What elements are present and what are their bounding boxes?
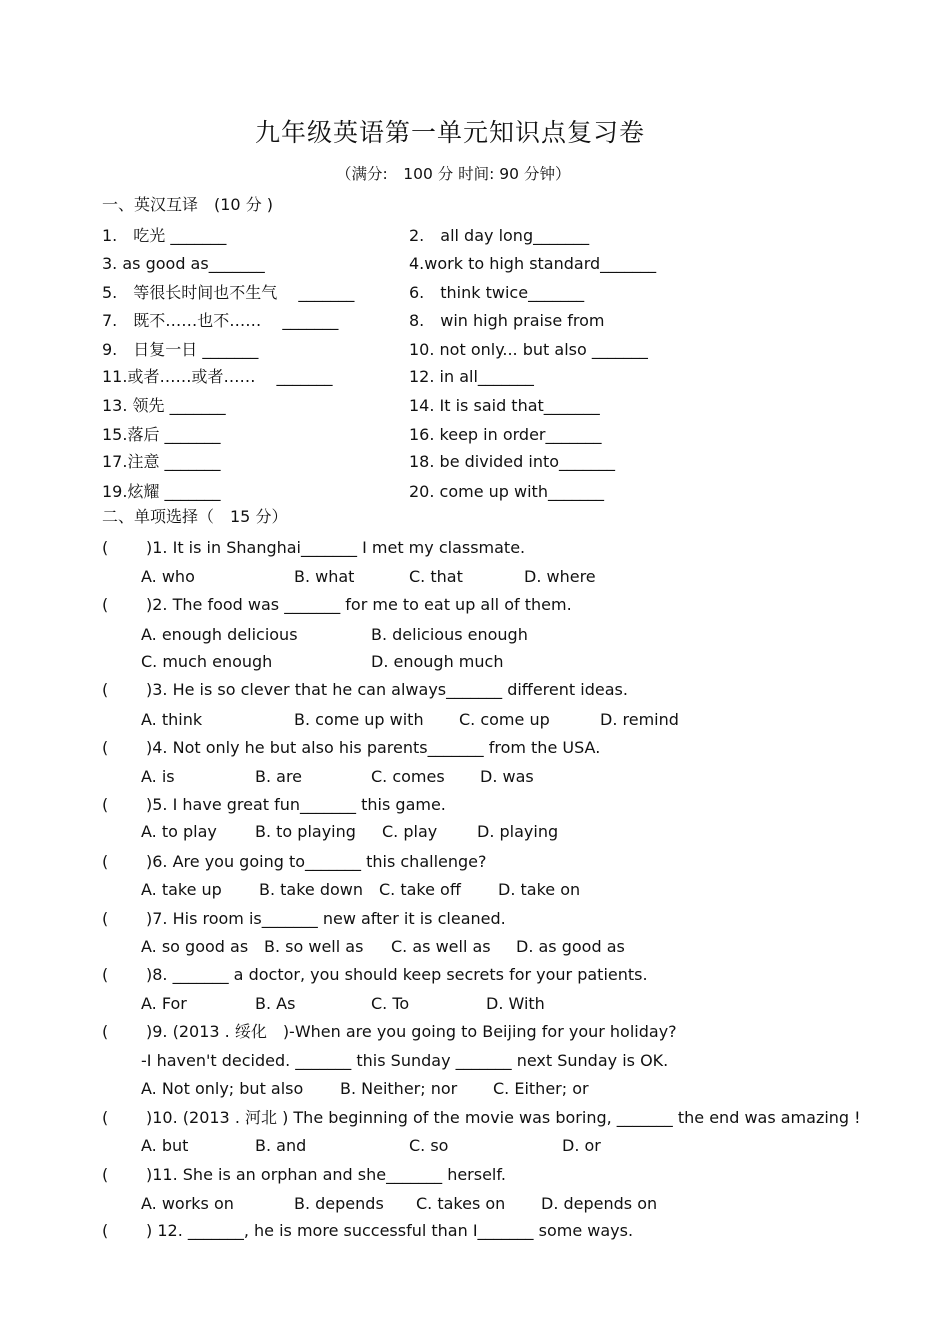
- option: D. enough much: [371, 652, 504, 671]
- option: D. or: [562, 1136, 601, 1155]
- answer-paren: (: [102, 1221, 109, 1240]
- option: A. who: [141, 567, 195, 586]
- option: A. so good as: [141, 937, 249, 956]
- answer-paren: (: [102, 595, 109, 614]
- translation-item: 9. 日复一日 _______: [102, 340, 259, 359]
- answer-paren: (: [102, 965, 109, 984]
- translation-item: 3. as good as_______: [102, 254, 265, 273]
- translation-item: 7. 既不……也不…… _______: [102, 311, 339, 330]
- option: C. play: [382, 822, 438, 841]
- translation-item: 2. all day long_______: [409, 226, 590, 245]
- translation-item: 20. come up with_______: [409, 482, 604, 501]
- answer-paren: (: [102, 538, 109, 557]
- option: A. works on: [141, 1194, 234, 1213]
- answer-paren: (: [102, 909, 109, 928]
- translation-item: 17.注意 _______: [102, 452, 221, 471]
- translation-item: 12. in all_______: [409, 367, 534, 386]
- option: B. so well as: [264, 937, 364, 956]
- option: A. enough delicious: [141, 625, 298, 644]
- answer-paren: (: [102, 680, 109, 699]
- translation-item: 13. 领先 _______: [102, 396, 226, 415]
- option: C. comes: [371, 767, 445, 786]
- option: B. As: [255, 994, 296, 1013]
- page-title: 九年级英语第一单元知识点复习卷: [255, 118, 646, 147]
- question-stem: )2. The food was _______ for me to eat up all of them.: [146, 595, 572, 614]
- option: D. take on: [498, 880, 581, 899]
- option: C. as well as: [391, 937, 491, 956]
- option: C. take off: [379, 880, 461, 899]
- question-stem: )4. Not only he but also his parents_______ from the USA.: [146, 738, 601, 757]
- answer-paren: (: [102, 738, 109, 757]
- translation-item: 8. win high praise from: [409, 311, 605, 330]
- question-stem: )3. He is so clever that he can always_______ different ideas.: [146, 680, 628, 699]
- option: C. To: [371, 994, 410, 1013]
- question-stem: )9. (2013 . 绥化 )-When are you going to Beijing for your holiday?: [146, 1022, 677, 1041]
- option: A. Not only; but also: [141, 1079, 304, 1098]
- question-stem: )1. It is in Shanghai_______ I met my classmate.: [146, 538, 526, 557]
- score-time-line: （满分: 100 分 时间: 90 分钟）: [336, 165, 571, 183]
- answer-paren: (: [102, 1022, 109, 1041]
- translation-item: 15.落后 _______: [102, 425, 221, 444]
- option: D. playing: [477, 822, 559, 841]
- option: D. where: [524, 567, 596, 586]
- option: B. depends: [294, 1194, 384, 1213]
- option: A. think: [141, 710, 203, 729]
- translation-item: 6. think twice_______: [409, 283, 585, 302]
- translation-item: 10. not only... but also _______: [409, 340, 648, 359]
- option: B. what: [294, 567, 355, 586]
- option: B. are: [255, 767, 303, 786]
- option: C. takes on: [416, 1194, 506, 1213]
- question-stem: ) 12. _______, he is more successful than I_______ some ways.: [146, 1221, 634, 1240]
- option: D. remind: [600, 710, 679, 729]
- translation-item: 14. It is said that_______: [409, 396, 600, 415]
- option: D. With: [486, 994, 545, 1013]
- answer-paren: (: [102, 1165, 109, 1184]
- option: B. and: [255, 1136, 307, 1155]
- option: C. so: [409, 1136, 449, 1155]
- option: C. come up: [459, 710, 550, 729]
- question-stem: )6. Are you going to_______ this challenge?: [146, 852, 487, 871]
- translation-item: 5. 等很长时间也不生气 _______: [102, 283, 355, 302]
- question-stem: )10. (2013 . 河北 ) The beginning of the movie was boring, _______ the end was amazing !: [146, 1108, 861, 1127]
- option: B. to playing: [255, 822, 356, 841]
- question-stem: )8. _______ a doctor, you should keep secrets for your patients.: [146, 965, 648, 984]
- translation-item: 16. keep in order_______: [409, 425, 602, 444]
- translation-item: 18. be divided into_______: [409, 452, 616, 471]
- translation-item: 19.炫耀 _______: [102, 482, 221, 501]
- option: A. is: [141, 767, 175, 786]
- translation-item: 1. 吃光 _______: [102, 226, 227, 245]
- option: D. as good as: [516, 937, 625, 956]
- option: B. delicious enough: [371, 625, 528, 644]
- translation-item: 11.或者……或者…… _______: [102, 367, 333, 386]
- answer-paren: (: [102, 852, 109, 871]
- option: C. that: [409, 567, 463, 586]
- question-stem: )5. I have great fun_______ this game.: [146, 795, 446, 814]
- option: D. was: [480, 767, 534, 786]
- translation-item: 4.work to high standard_______: [409, 254, 657, 273]
- section-heading-translation: 一、英汉互译 (10 分 ): [102, 195, 274, 214]
- question-stem: )11. She is an orphan and she_______ herself.: [146, 1165, 506, 1184]
- option: C. Either; or: [493, 1079, 589, 1098]
- answer-paren: (: [102, 795, 109, 814]
- question-stem-line2: -I haven't decided. _______ this Sunday _______ next Sunday is OK.: [141, 1051, 669, 1070]
- option: A. For: [141, 994, 187, 1013]
- option: A. but: [141, 1136, 189, 1155]
- option: B. come up with: [294, 710, 424, 729]
- question-stem: )7. His room is_______ new after it is cleaned.: [146, 909, 506, 928]
- option: D. depends on: [541, 1194, 658, 1213]
- section-heading-multiple-choice: 二、单项选择（ 15 分）: [102, 507, 288, 526]
- answer-paren: (: [102, 1108, 109, 1127]
- option: B. take down: [259, 880, 364, 899]
- option: A. take up: [141, 880, 222, 899]
- option: C. much enough: [141, 652, 273, 671]
- option: B. Neither; nor: [340, 1079, 458, 1098]
- option: A. to play: [141, 822, 217, 841]
